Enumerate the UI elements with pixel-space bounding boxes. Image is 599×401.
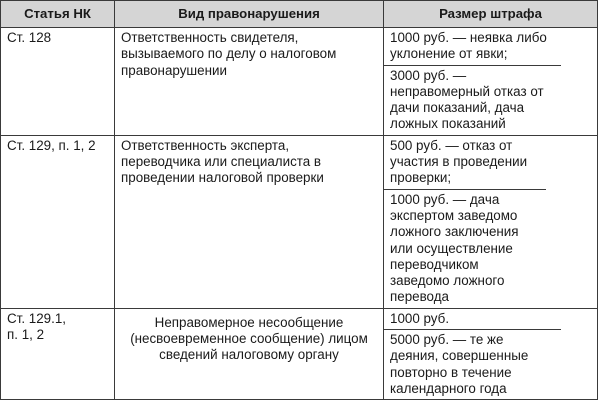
fine-cell <box>384 28 598 136</box>
column-header-fine: Размер штрафа <box>384 1 598 28</box>
offense-cell: Неправомерное несообщение (несвоевременное сообщение) лицом сведений налоговому органу <box>115 308 384 399</box>
fine-cell <box>384 135 598 308</box>
fine-item: 1000 руб. — неявка либо уклонение от явки; <box>390 30 547 62</box>
offense-cell: Ответственность эксперта, переводчика или специалиста в проведении налоговой проверки <box>115 135 384 308</box>
fine-item: 1000 руб. <box>390 310 450 326</box>
table-header-row <box>1 1 598 28</box>
column-header-article: Статья НК <box>1 1 115 28</box>
fine-item: 3000 руб. — неправомерный отказ от дачи показаний, дача ложных показаний <box>384 65 561 135</box>
offense-cell: Ответственность свидетеля, вызываемого по делу о налоговом правонарушении <box>115 28 384 136</box>
table-row <box>1 308 598 399</box>
fine-item: 500 руб. — отказ от участия в проведении проверки; <box>390 137 528 186</box>
fine-item: 5000 руб. — те же деяния, совершенные повторно в течение календарного года <box>384 329 561 399</box>
table-row <box>1 135 598 308</box>
fine-cell <box>384 308 598 399</box>
column-header-offense: Вид правонарушения <box>115 1 384 28</box>
fine-item: 1000 руб. — дача экспертом заведомо ложного заключения или осуществление переводчиком заведомо ложного перевода <box>384 189 546 308</box>
article-cell: Ст. 128 <box>1 28 115 136</box>
article-cell: Ст. 129, п. 1, 2 <box>1 135 115 308</box>
article-cell: Ст. 129.1, п. 1, 2 <box>1 308 115 399</box>
table-row <box>1 28 598 136</box>
